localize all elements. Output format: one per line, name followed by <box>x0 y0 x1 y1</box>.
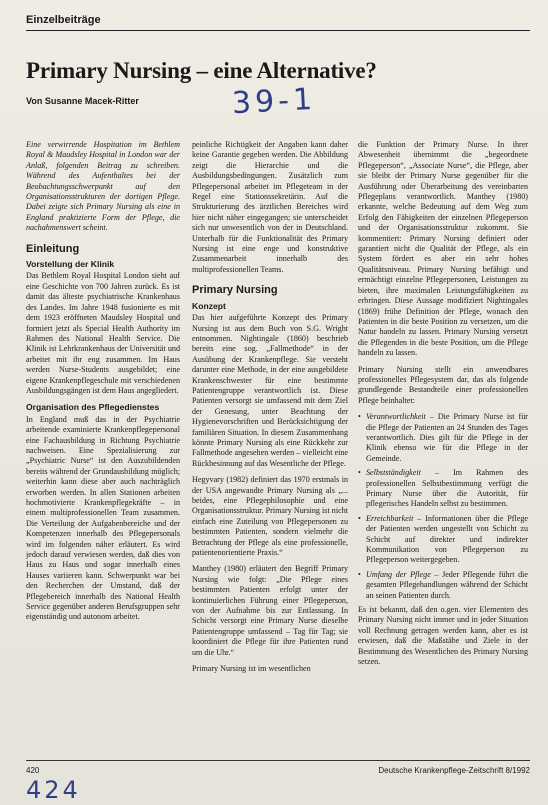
column-2 <box>192 140 348 681</box>
paragraph-intro: peinliche Richtigkeit der Angaben kann daher keine Garantie gegeben werden. Die Abbildung zeigt die Hierarchie und die Ausbildungsbedingungen. Zusätzlich zum Pflegepersonal arbeitet im Pflegeteam in der Regel eine Stationssekretärin. Auf die Strukturierung des ärztlichen Bereiches wird hier nicht näher eingegangen; sie unterscheidet sich nur unwesentlich von der in Deutschland. Unterhalb für die Funktionalität des Primary Nursing ist eine enge und konstruktive Zusammenarbeit innerhalb des multiprofessionellen Teams. <box>192 140 348 274</box>
page-number: 420 <box>26 766 40 775</box>
journal-name: Deutsche Krankenpflege-Zeitschrift 8/1992 <box>378 766 530 775</box>
bullet-text: – Die Primary Nurse ist für die Pflege der Patienten an 24 Stunden des Tages verantwortlich. Dies gilt für die Pflege in der Klinik ebenso wie für die Pflege in der Gemeinde. <box>366 412 528 463</box>
handwritten-annotation: 39-1 <box>231 81 317 122</box>
paragraph-system: Primary Nursing stellt ein anwendbares professionelles Pflegesystem dar, das als folgende grundlegende Bestandteile einer professionellen Pflege beinhaltet: <box>358 364 528 405</box>
paragraph-konzept-3: Manthey (1980) erläutert den Begriff Primary Nursing wie folgt: „Die Pflege eines bestimmten Patienten erfolgt unter der kontinuierlichen Führung einer Pflegeperson, von der Aufnahme bis zur Entlassung. In Schicht versorgt eine Primary Nurse dieselbe Patientengruppe umfassend – Tag für Tag; sie koordiniert die Pflege für ihre Patienten rund um die Uhr.“ <box>192 564 348 657</box>
bullet-text: – Im Rahmen des professionellen Selbstbestimmung verfügt die Primary Nurse über die Autorität, für pflegerisches Handeln selbst zu bestimmen. <box>366 468 528 509</box>
heading-einleitung: Einleitung <box>26 242 80 255</box>
bullet-text: – Informationen über die Pflege der Patienten werden ungestellt von Schicht zu Schicht auf direkter und indirekter Kommunikation von Pflegeperson zu Pflegeperson weitergegeben. <box>366 513 528 565</box>
section-rubric: Einzelbeiträge <box>26 14 101 26</box>
heading-organisation: Organisation des Pflegedienstes <box>26 402 160 413</box>
paragraph-konzept-1: Das hier aufgeführte Konzept des Primary Nursing ist aus dem Buch von S.G. Wright entnommen. Nightingale (1860) beschrieb bereits eine sog. „Fallmethode“ in der Ausübung der Krankenpflege. Sie versteht darunter eine Methode, in der eine ausgebildete Krankenschwester für eine bestimmte Patientengruppe verantwortlich ist. Diese Patienten versorgt sie umfassend mit dem Ziel der Genesung, unter Beachtung der Hygienevorschriften und Berücksichtigung der familiären Situation. In diesem Zusammenhang könnte Primary Nursing als eine Rückkehr zur Fallmethode angesehen werden – vielleicht eine Rückbesinnung auf das Wesentliche der Pflege. <box>192 313 348 468</box>
list-item <box>366 412 528 464</box>
list-item <box>366 570 528 601</box>
paragraph-klinik: Das Bethlem Royal Hospital London sieht auf eine Geschichte von 700 Jahren zurück. Es ist damit das älteste psychiatrische Krankenhaus des Landes. Im Jahre 1948 fusionierte es mit dem 1923 eröffneten Maudsley Hospital und formiert jetzt als Special Health Authority im Rahmen des National Health Service. Die Klinik ist Lehrkrankenhaus der Universität und arbeitet mit ihr eng zusammen. Im Haus werden Nurse-Students ausgebildet; eine eigene Krankenpflegeschule mit verschiedenen Ausbildungsgängen ist dem Haus angegliedert. <box>26 271 180 395</box>
bullet-term: Verantwortlichkeit <box>366 412 426 422</box>
footer-rule <box>26 760 530 761</box>
handwritten-page-number: 424 <box>26 776 81 804</box>
bullet-term: Umfang der Pflege <box>366 569 431 579</box>
header-rule <box>26 30 530 31</box>
paragraph-organisation: In England muß das in der Psychiatrie arbeitende examinierte Krankenpflegepersonal eine Fachausbildung in Richtung Psychiatrie nachweisen. Eine Spezialisierung zur „Psychiatric Nurse“ ist den Auszubildenden bereits während der Grundausbildung möglich; weiterhin kann diese aber auch nachträglich erworben werden. In allen Stationen arbeiten hochmotivierte Krankenpflegekräfte – in einem multiprofessionellen Team zusammen. Die Verteilung der Aufgabenbereiche und der Kompetenzen innerhalb des Pflegepersonals wird im folgenden näher erläutert. Es wird jedoch darauf verwiesen werden, daß dies von Haus zu Haus und sogar innerhalb eines Hauses variieren kann. Schwerpunkt war bei den Recherchen der Umstand, daß der Pflegebereich innerhalb des National Health Service gegenüber anderen Berufsgruppen sehr eigenständig und autonom arbeitet. <box>26 414 180 622</box>
bullet-text: – Jeder Pflegende führt die gesamten Pflegehandlungen während der Schicht an seinen Patienten durch. <box>366 569 528 600</box>
bullet-term: Erreichbarkeit <box>366 513 414 523</box>
list-item <box>366 514 528 566</box>
article-title: Primary Nursing – eine Alternative? <box>26 58 377 83</box>
bullet-term: Selbstständigkeit <box>366 468 421 478</box>
heading-primary-nursing: Primary Nursing <box>192 284 278 297</box>
paragraph-konzept-2: Hegyvary (1982) definiert das 1970 erstmals in der USA angewandte Primary Nursing als „... beides, eine Pflegephilosophie und eine Organisationsstruktur. Primary Nursing ist nicht einfach eine Zuteilung von Pflegepersonen zu bestimmten Patienten, sondern vielmehr die Betrachtung der Pflege als eine professionelle, patientenorientierte Praxis.“ <box>192 475 348 558</box>
list-item <box>366 468 528 510</box>
lead-paragraph: Eine verwirrende Hospitation im Bethlem Royal & Maudsley Hospital in London war der Anlaß, folgenden Beitrag zu schreiben. Während des Aufenthaltes bei der Beobachtungsschwerpunkt auf den Organisationsstrukturen der dortigen Pflege. Dabei zeigte sich Primary Nursing als eine in England praktizierte Form der Pflege, die nachahmenswert scheint. <box>26 140 180 233</box>
bullet-list <box>358 412 528 601</box>
article-author: Von Susanne Macek-Ritter <box>26 96 139 106</box>
paragraph-konzept-4: Primary Nursing ist im wesentlichen <box>192 664 311 674</box>
heading-konzept: Konzept <box>192 300 226 311</box>
heading-vorstellung: Vorstellung der Klinik <box>26 259 115 270</box>
paragraph-funktion: die Funktion der Primary Nurse. In ihrer Abwesenheit übernimmt die „begeordnete Pflegeperson“, „Associate Nurse“, die Pflege, aber sie bleibt der Primary Nurse gegenüber für die Ausführung oder Überarbeitung des vereinbarten Pflegeplans verantwortlich. Manthey (1980) erkannte, welche Bedeutung auf dem Weg zum Erfolg den Fähigkeiten der einzelnen Pflegeperson und der Organisationsstruktur zukommt. Sie kommentiert: Primary Nursing definiert oder garantiert nicht die Qualität der Pflege, als ein System fördert es aber ein sehr hohes Qualitätsniveau. Primary Nursing befähigt und ermächtigt einzelne Pflegepersonen, Leistungen zu bieten, ihre maximalen Leistungsfähigkeiten zu erbringen. Diese Aussage modifiziert Nightingales (1869) frühe Definition der Pflege, wonach den Patienten in die beste Position zu versetzen, um die Natur handeln zu lassen. Primary Nursing versetzt die Pflegenden in die beste Position, um die Pflege handeln zu lassen. <box>358 140 528 358</box>
column-1 <box>26 140 180 629</box>
column-3 <box>358 140 528 674</box>
paragraph-schluss: Es ist bekannt, daß den o.gen. vier Elementen des Primary Nursing nicht immer und in jeder Situation voll Rechnung getragen werden kann, aber es ist erwiesen, daß die Maßstäbe und Ziele in der Bestimmung des Wesentlichen des Primary Nursing setzen. <box>358 605 528 667</box>
